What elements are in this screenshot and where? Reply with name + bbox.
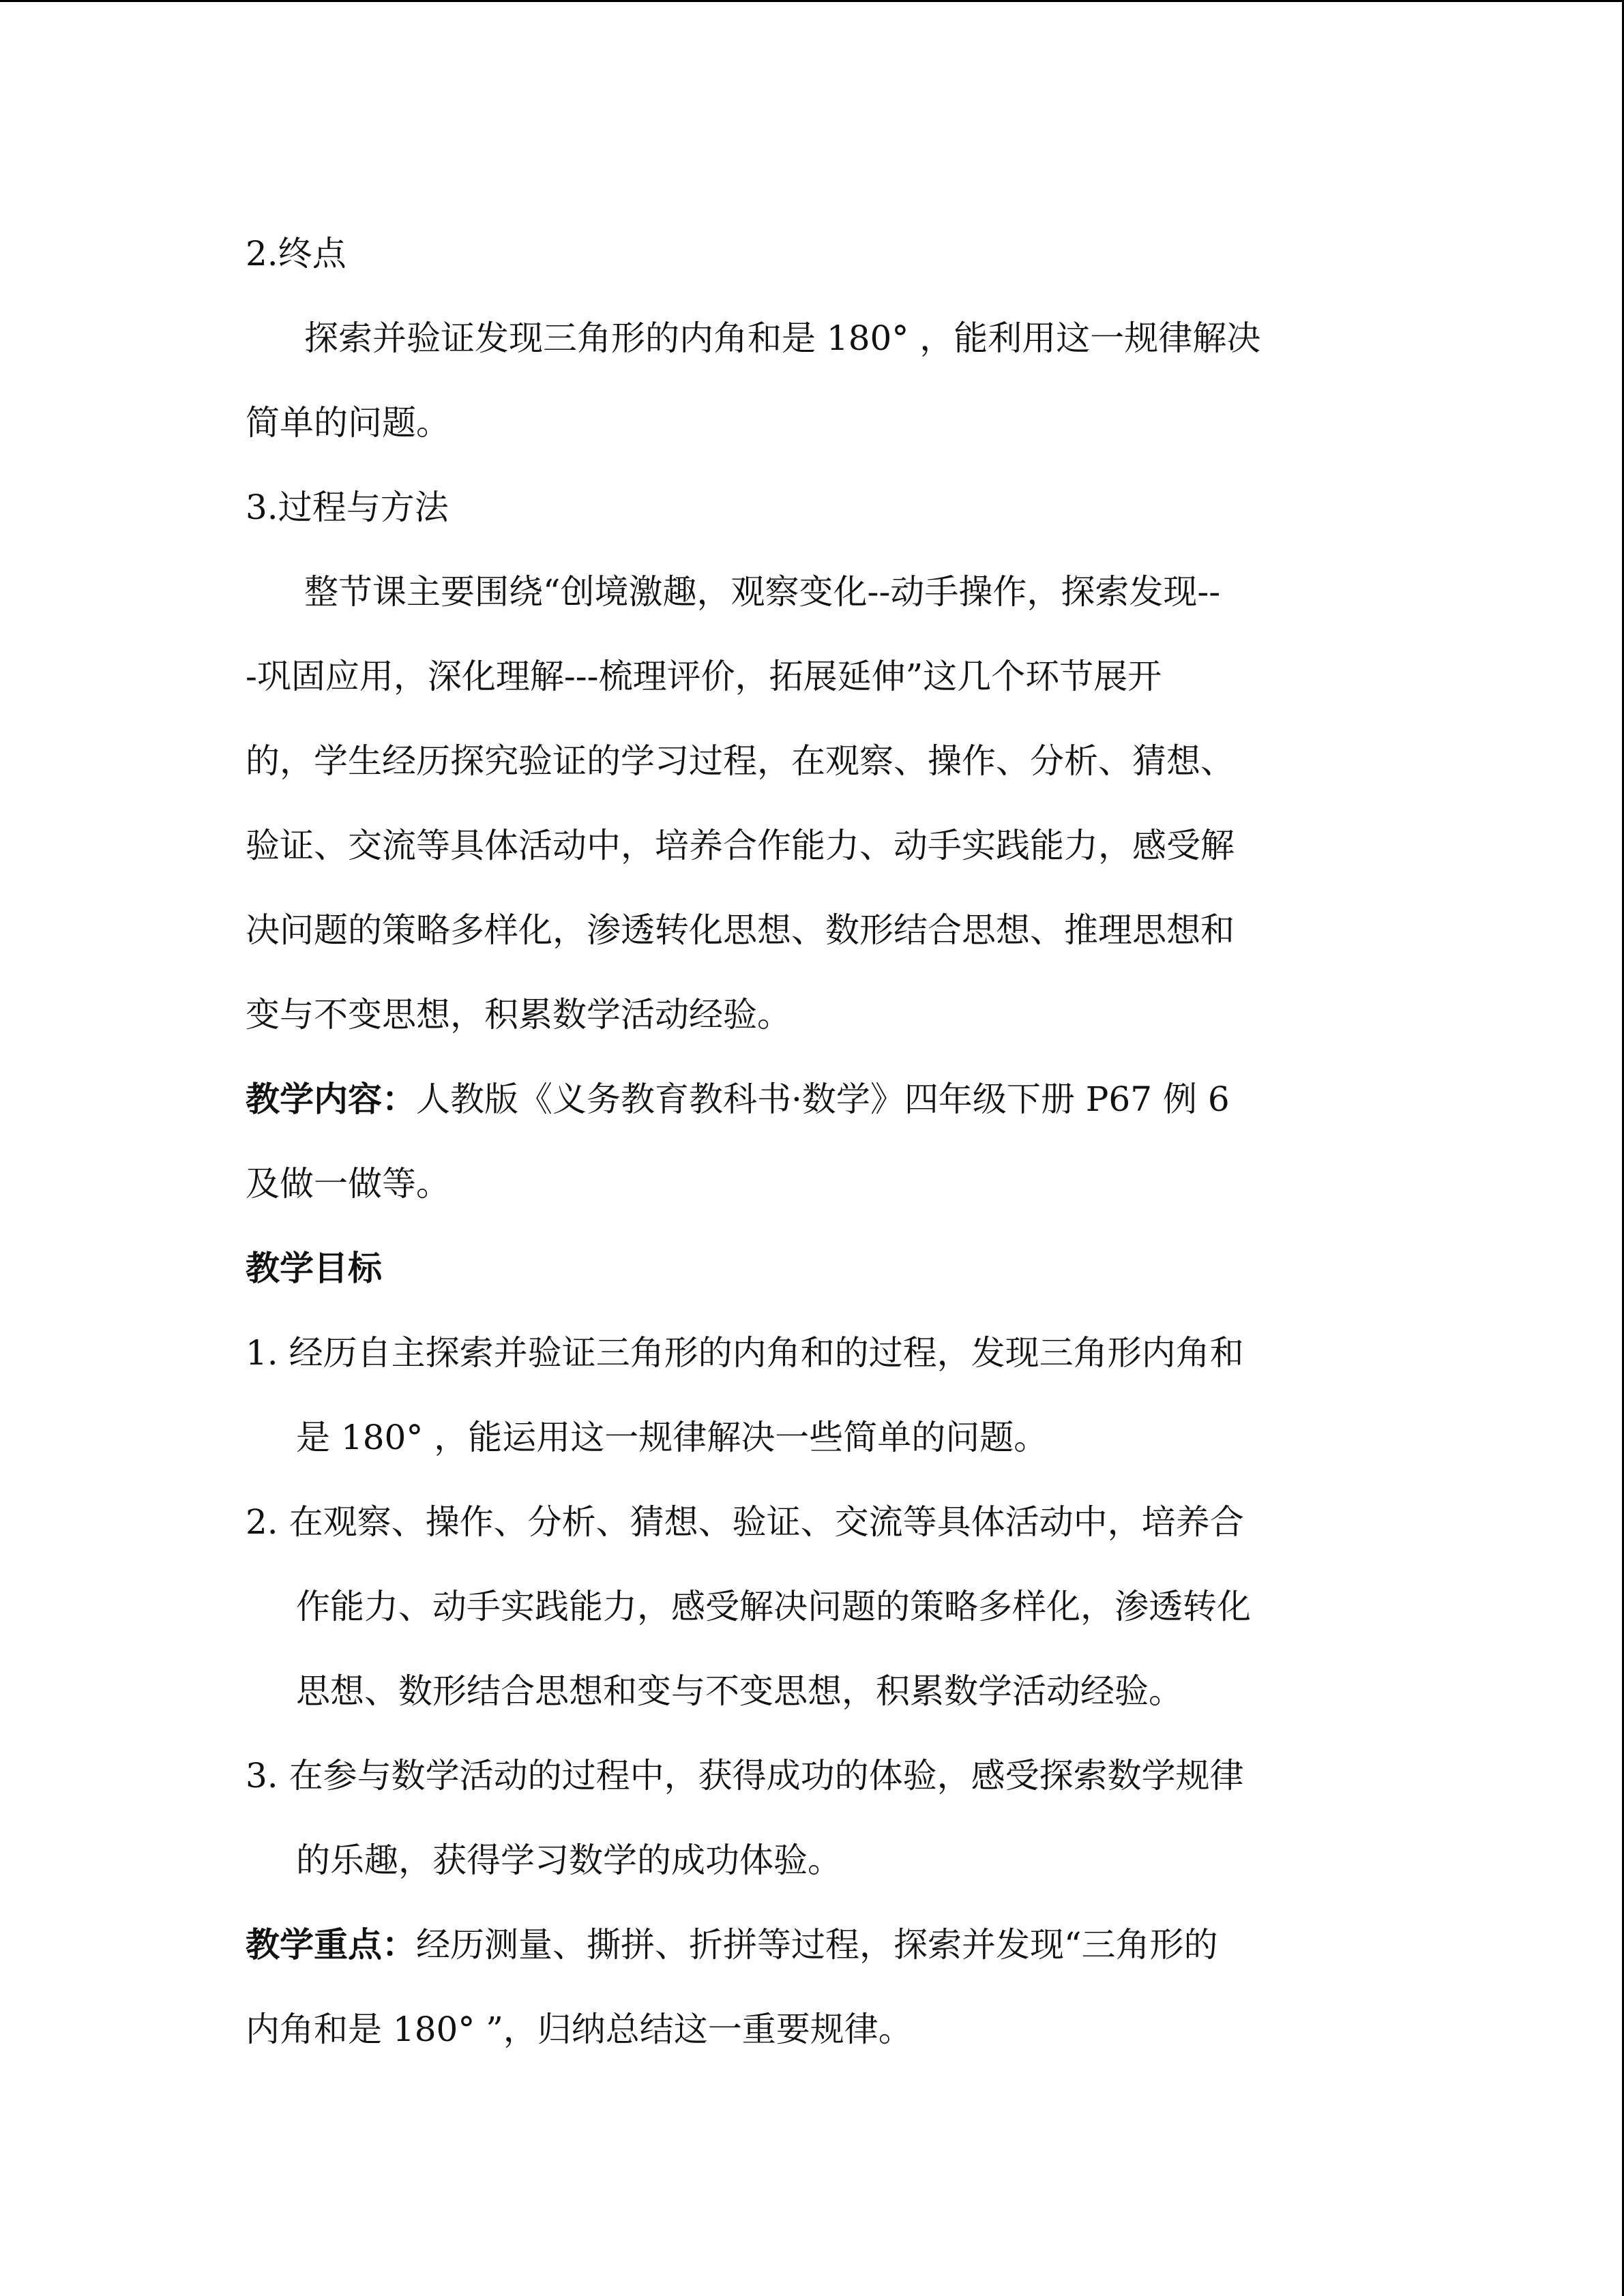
goal-1-line-1: 1. 经历自主探索并验证三角形的内角和的过程，发现三角形内角和	[246, 1333, 1244, 1373]
teaching-key-label: 教学重点：	[246, 1924, 416, 1965]
teaching-key-line-2: 内角和是 180° ”，归纳总结这一重要规律。	[246, 2010, 913, 2049]
teaching-content-text: 人教版《义务教育教科书·数学》四年级下册 P67 例 6	[416, 1079, 1230, 1119]
process-paragraph-line-4: 验证、交流等具体活动中，培养合作能力、动手实践能力，感受解	[246, 826, 1235, 865]
process-paragraph-line-3: 的，学生经历探究验证的学习过程，在观察、操作、分析、猜想、	[246, 741, 1235, 781]
goal-2-line-3: 思想、数形结合思想和变与不变思想，积累数学活动经验。	[296, 1671, 1183, 1711]
teaching-key-text: 经历测量、撕拼、折拼等过程，探索并发现“三角形的	[416, 1925, 1218, 1965]
process-paragraph-line-2: -巩固应用，深化理解---梳理评价，拓展延伸”这几个环节展开	[246, 657, 1162, 696]
endpoint-paragraph-line-1: 探索并验证发现三角形的内角和是 180° ，能利用这一规律解决	[304, 318, 1261, 358]
document-body	[246, 211, 1378, 2072]
teaching-content-line-1	[246, 1057, 1378, 1142]
endpoint-paragraph-line-2: 简单的问题。	[246, 403, 450, 443]
goal-2-line-2: 作能力、动手实践能力，感受解决问题的策略多样化，渗透转化	[296, 1587, 1251, 1626]
process-heading: 3.过程与方法	[246, 488, 449, 527]
teaching-key-line-1	[246, 1903, 1378, 1987]
process-paragraph-line-1: 整节课主要围绕“创境激趣，观察变化--动手操作，探索发现--	[304, 572, 1221, 612]
process-paragraph-line-5: 决问题的策略多样化，渗透转化思想、数形结合思想、推理思想和	[246, 910, 1235, 950]
goal-1-line-2: 是 180° ，能运用这一规律解决一些简单的问题。	[296, 1418, 1048, 1457]
process-paragraph-line-6: 变与不变思想，积累数学活动经验。	[246, 995, 791, 1034]
teaching-content-line-2: 及做一做等。	[246, 1164, 450, 1204]
endpoint-heading: 2.终点	[246, 234, 346, 273]
teaching-content-label: 教学内容：	[246, 1079, 416, 1119]
goal-2-line-1: 2. 在观察、操作、分析、猜想、验证、交流等具体活动中，培养合	[246, 1502, 1244, 1542]
goal-3-line-1: 3. 在参与数学活动的过程中，获得成功的体验，感受探索数学规律	[246, 1756, 1244, 1795]
teaching-goals-heading: 教学目标	[246, 1248, 382, 1288]
goal-3-line-2: 的乐趣，获得学习数学的成功体验。	[296, 1840, 842, 1880]
